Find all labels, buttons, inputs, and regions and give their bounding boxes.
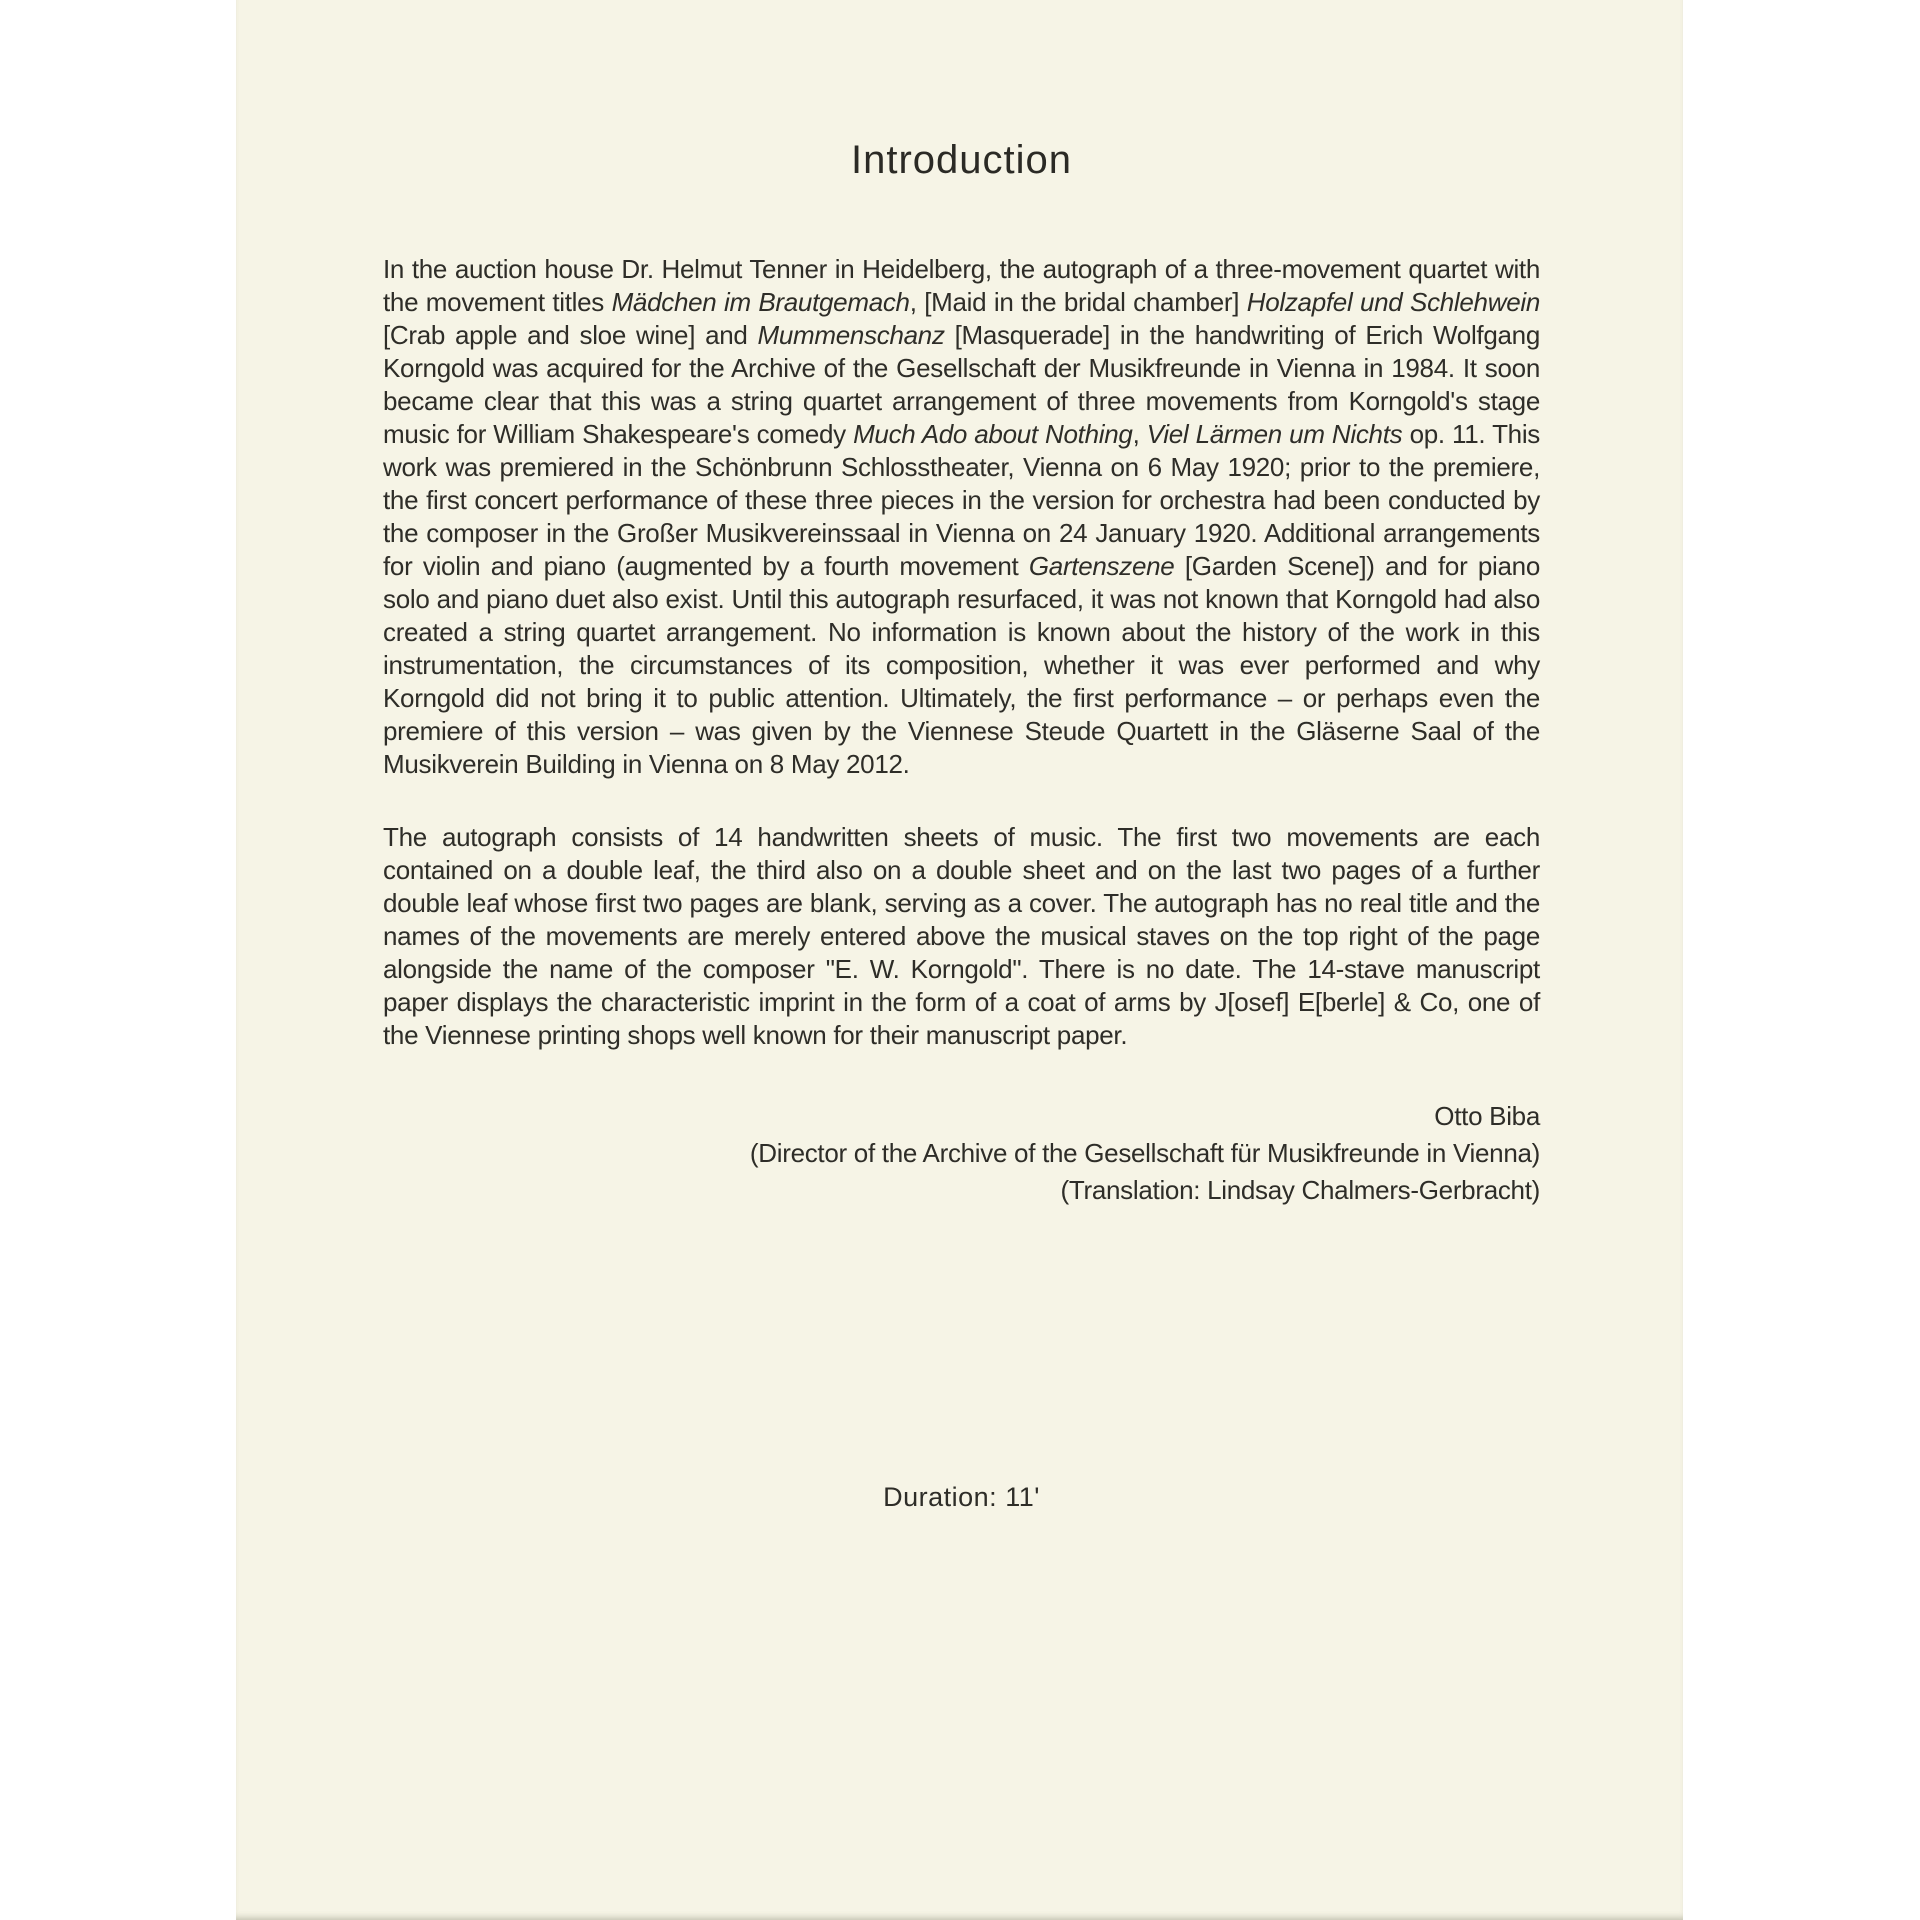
text-segment: , xyxy=(1132,419,1147,449)
duration-label: Duration: xyxy=(883,1482,998,1512)
intro-paragraph-2 xyxy=(383,821,1540,1052)
page-content xyxy=(383,138,1540,1209)
work-title-italic: Viel Lärmen um Nichts xyxy=(1146,419,1403,449)
text-segment: In the auction house Dr. Helmut Tenner in Heidelberg, the autograph of a three-movement quartet with the movement titles xyxy=(383,254,1540,317)
work-title-italic: Holzapfel und Schlehwein xyxy=(1246,287,1540,317)
duration-note xyxy=(383,1482,1540,1513)
text-segment: [Crab apple and sloe wine] and xyxy=(383,320,758,350)
work-title-italic: Gartenszene xyxy=(1028,551,1175,581)
attribution-author: Otto Biba xyxy=(1434,1101,1540,1131)
text-segment: op. 11. This work was premiered in the Schönbrunn Schlosstheater, Vienna on 6 May 1920; prior to the premiere, the first concert performance of these three pieces in the version for orchestra had been conducted by the composer in the Großer Musikvereinssaal in Vienna on 24 January 1920. Additional arrangements for violin and piano (augmented by a fourth movement xyxy=(383,419,1540,581)
attribution-role: (Director of the Archive of the Gesellschaft für Musikfreunde in Vienna) xyxy=(749,1138,1540,1168)
attribution-block xyxy=(383,1098,1540,1209)
duration-value: 11' xyxy=(1005,1482,1040,1512)
work-title-italic: Mummenschanz xyxy=(757,320,945,350)
text-segment: [Masquerade] in the handwriting of Erich Wolfgang Korngold was acquired for the Archive of the Gesellschaft der Musikfreunde in Vienna in 1984. It soon became clear that this was a string quartet arrangement of three movements from Korngold's stage music for William Shakespeare's comedy xyxy=(383,320,1540,449)
text-segment: , [Maid in the bridal chamber] xyxy=(909,287,1247,317)
work-title-italic: Much Ado about Nothing xyxy=(853,419,1133,449)
text-segment: [Garden Scene]) and for piano solo and piano duet also exist. Until this autograph resurfaced, it was not known that Korngold had also created a string quartet arrangement. No information is known about the history of the work in this instrumentation, the circumstances of its composition, whether it was ever performed and why Korngold did not bring it to public attention. Ultimately, the first performance – or perhaps even the premiere of this version – was given by the Viennese Steude Quartett in the Gläserne Saal of the Musikverein Building in Vienna on 8 May 2012. xyxy=(383,551,1540,779)
work-title-italic: Mädchen im Brautgemach xyxy=(611,287,910,317)
attribution-translation: (Translation: Lindsay Chalmers-Gerbracht) xyxy=(1060,1175,1540,1205)
document-page xyxy=(236,0,1683,1920)
intro-paragraph-1 xyxy=(383,253,1540,781)
page-title: Introduction xyxy=(850,138,1073,182)
text-segment: The autograph consists of 14 handwritten sheets of music. The first two movements are each contained on a double leaf, the third also on a double sheet and on the last two pages of a further double leaf whose first two pages are blank, serving as a cover. The autograph has no real title and the names of the movements are merely entered above the musical staves on the top right of the page alongside the name of the composer "E. W. Korngold". There is no date. The 14-stave manuscript paper displays the characteristic imprint in the form of a coat of arms by J[osef] E[berle] & Co, one of the Viennese printing shops well known for their manuscript paper. xyxy=(383,822,1540,1050)
